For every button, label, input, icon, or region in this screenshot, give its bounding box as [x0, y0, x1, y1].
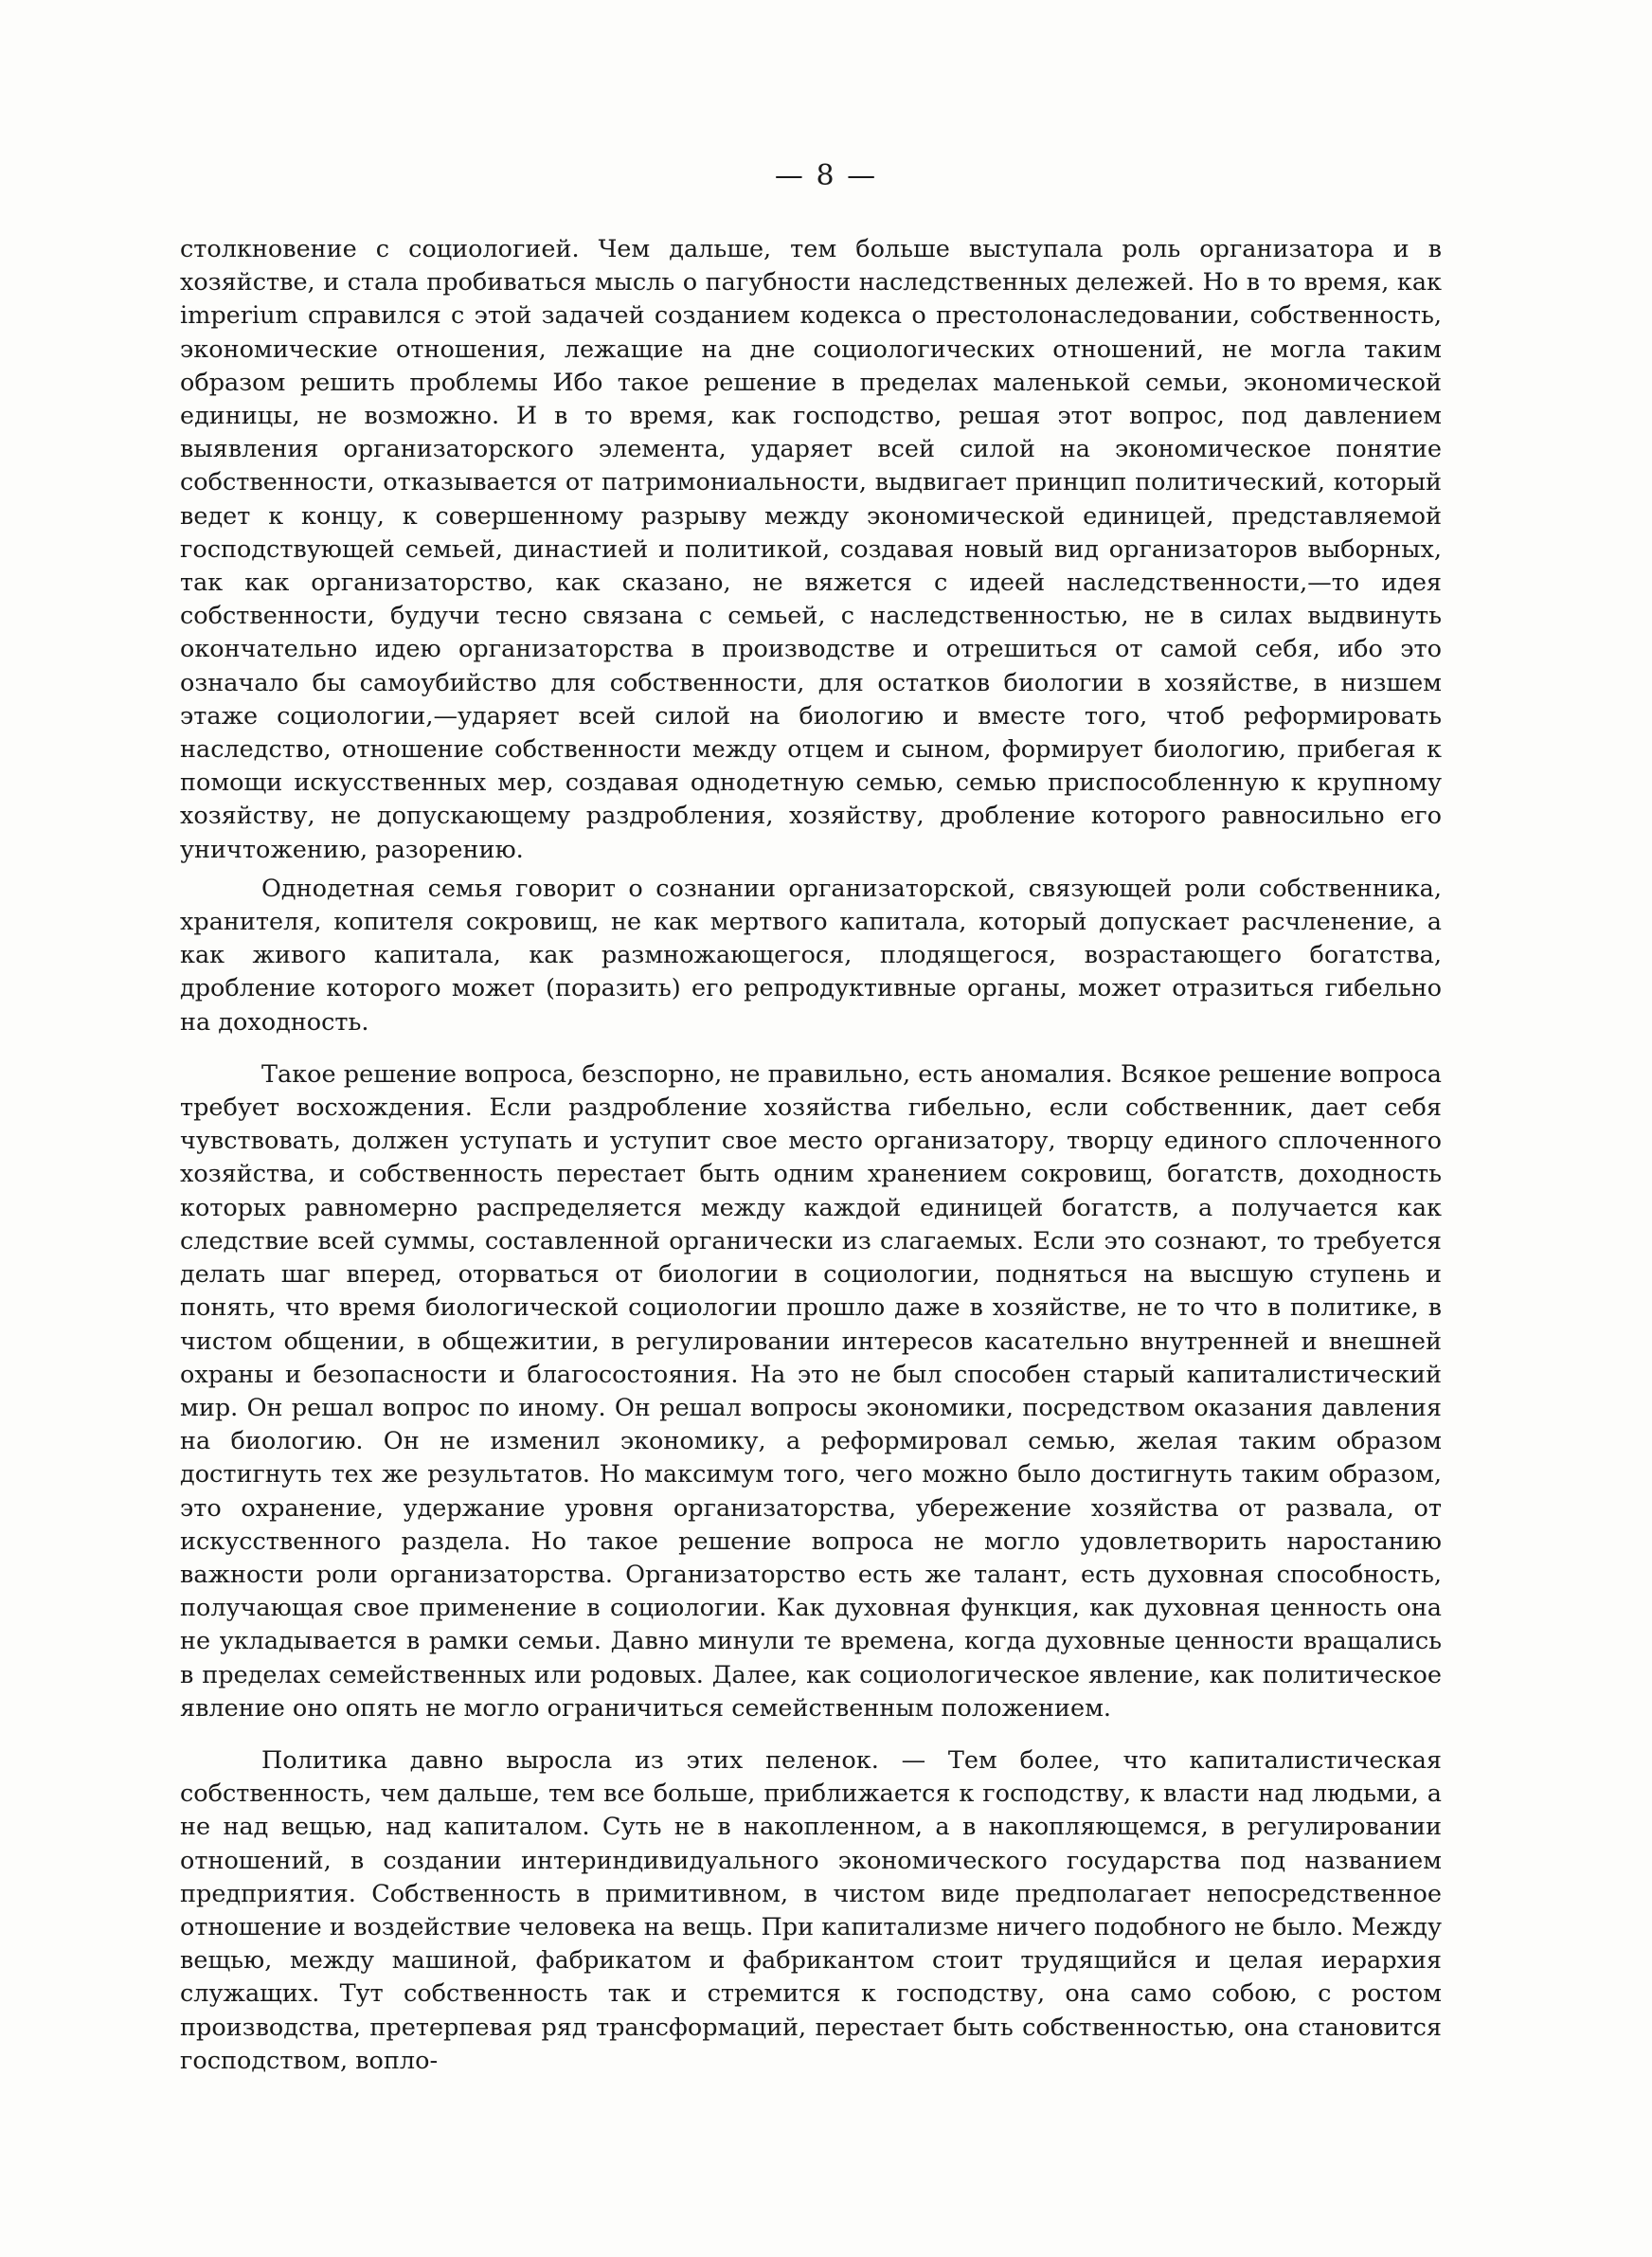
paragraph: столкновение с социологией. Чем дальше, тем больше выступала роль организатора и в хозяйстве, и стала пробиваться мысль о пагубности наследственных дележей. Но в то время, как imperium справился с этой задачей созданием кодекса о престолонаследовании, собственность, экономические отношения, лежащие на дне социологических отношений, не могла таким образом решить проблемы Ибо такое решение в пределах маленькой семьи, экономической единицы, не возможно. И в то время, как господство, решая этот вопрос, под давлением выявления организаторского элемента, ударяет всей силой на экономическое понятие собственности, отказывается от патримониальности, выдвигает принцип политический, который ведет к концу, к совершенному разрыву между экономической единицей, представляемой господствующей семьей, династией и политикой, создавая новый вид организаторов выборных, так как организаторство, как сказано, не вяжется с идеей наследственности,—то идея собственности, будучи тесно связана с семьей, с наследственностью, не в силах выдвинуть окончательно идею организаторства в производстве и отрешиться от самой себя, ибо это означало бы самоубийство для собственности, для остатков биологии в хозяйстве, в низшем этаже социологии,—ударяет всей силой на биологию и вместе того, чтоб реформировать наследство, отношение собственности между отцем и сыном, формирует биологию, прибегая к помощи искусственных мер, создавая однодетную семью, семью приспособленную к крупному хозяйству, не допускающему раздробления, хозяйству, дробление которого равносильно его уничтожению, разорению. — [180, 235, 1442, 864]
paragraph-gap — [180, 1731, 1442, 1744]
paragraph: Такое решение вопроса, безспорно, не правильно, есть аномалия. Всякое решение вопроса требует восхождения. Если раздробление хозяйства гибельно, если собственник, дает себя чувствовать, должен уступать и уступит свое место организатору, творцу единого сплоченного хозяйства, и собственность перестает быть одним хранением сокровищ, богатств, доходность которых равномерно распределяется между каждой единицей богатств, а получается как следствие всей суммы, составленной органически из слагаемых. Если это сознают, то требуется делать шаг вперед, оторваться от биологии в социологии, подняться на высшую ступень и понять, что время биологической социологии прошло даже в хозяйстве, не то что в политике, в чистом общении, в общежитии, в регулировании интересов касательно внутренней и внешней охраны и безопасности и благосостояния. На это не был способен старый капиталистический мир. Он решал вопрос по иному. Он решал вопросы экономики, посредством оказания давления на биологию. Он не изменил экономику, а реформировал семью, желая таким образом достигнуть тех же результатов. Но максимум того, чего можно было достигнуть таким образом, это охранение, удержание уровня организаторства, убережение хозяйства от развала, от искусственного раздела. Но такое решение вопроса не могло удовлетворить наростанию важности роли организаторства. Организаторство есть же талант, есть духовная способность, получающая свое применение в социологии. Как духовная функция, как духовная ценность она не укладывается в рамки семьи. Давно минули те времена, когда духовные ценности вращались в пределах семейственных или родовых. Далее, как социологическое явление, как политическое явление оно опять не могло ограничиться семейственным положением. — [180, 1059, 1442, 1723]
page-number: — 8 — — [774, 159, 878, 192]
paragraph-gap — [180, 1045, 1442, 1058]
paragraph: Однодетная семья говорит о сознании организаторской, связующей роли собственника, хранителя, копителя сокровищ, не как мертвого капитала, который допускает расчленение, а как живого капитала, как размножающегося, плодящегося, возрастающего богатства, дробление которого может (поразить) его репродуктивные органы, может отразиться гибельно на доходность. — [180, 874, 1442, 1037]
paragraph: Политика давно выросла из этих пеленок. — Тем более, что капиталистическая собственность, чем дальше, тем все больше, приближается к господству, к власти над людьми, а не над вещью, над капиталом. Суть не в накопленном, а в накопляющемся, в регулировании отношений, в создании интериндивидуального экономического государства под названием предприятия. Собственность в примитивном, в чистом виде предполагает непосредственное отношение и воздействие человека на вещь. При капитализме ничего подобного не было. Между вещью, между машиной, фабрикатом и фабрикантом стоит трудящийся и целая иерархия служащих. Тут собственность так и стремится к господству, она само собою, с ростом производства, претерпевая ряд трансформаций, перестает быть собственностью, она становится господством, вопло- — [180, 1745, 1442, 2075]
body-text — [180, 233, 1442, 2084]
